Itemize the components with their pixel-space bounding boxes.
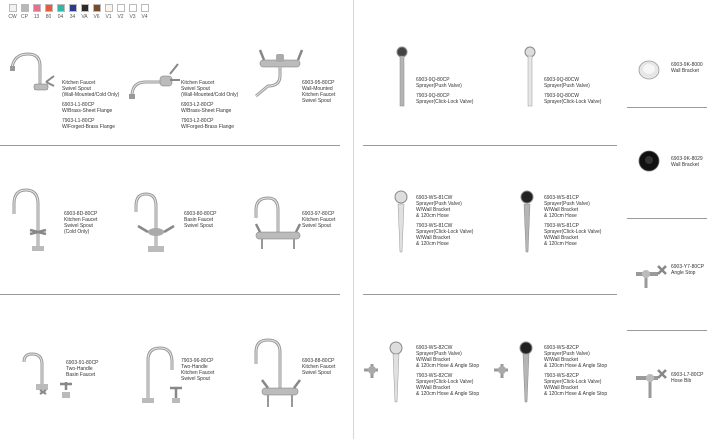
- swatch-chip: [45, 4, 53, 12]
- desc-line: & 120cm Hose: [416, 213, 449, 219]
- desc-line: Wall Bracket: [671, 68, 699, 74]
- desc-line: Sprayer(Push Valve): [544, 201, 590, 207]
- product-description-p7: [66, 360, 99, 378]
- swatch-chip: [93, 4, 101, 12]
- desc-line: W/Forged-Brass Flange: [62, 124, 116, 130]
- swatch-chip: [81, 4, 89, 12]
- swatch: [140, 4, 149, 20]
- desc-line: 7903-9Q-80CW: [544, 93, 580, 99]
- wall-bracket-black-image: [638, 150, 660, 172]
- product-description-s5: [416, 345, 479, 397]
- product-description-p9: [302, 358, 335, 376]
- desc-line: 6903-80-80CP: [184, 211, 217, 217]
- desc-line: Two-Handle: [181, 364, 208, 370]
- product-description-p1: [62, 80, 119, 130]
- desc-line: Wall-Mounted: [302, 86, 333, 92]
- swatch-code: V3: [129, 14, 136, 20]
- row-divider: [627, 107, 707, 108]
- desc-line: 6903-L2-80CP: [181, 102, 214, 108]
- swatch: [32, 4, 41, 20]
- desc-line: Swivel Spout: [184, 223, 213, 229]
- swatch-code: 80: [45, 14, 52, 20]
- product-description-s4: [544, 195, 601, 247]
- swatch: [8, 4, 17, 20]
- desc-line: 7903-WS-81CP: [544, 223, 580, 229]
- desc-line: 7903-96-80CP: [181, 358, 214, 364]
- desc-line: Sprayer(Push Valve): [544, 83, 590, 89]
- desc-line: Swivel Spout: [64, 223, 93, 229]
- sprayer-image: [396, 46, 408, 108]
- desc-line: 7903-9Q-80CP: [416, 93, 450, 99]
- swatch-chip: [21, 4, 29, 12]
- desc-line: Swivel Spout: [302, 223, 331, 229]
- desc-line: Hose Bib: [671, 378, 692, 384]
- desc-line: 6903-95-80CP: [302, 80, 335, 86]
- desc-line: (Cold Only): [64, 229, 90, 235]
- desc-line: W/Wall Bracket: [416, 357, 450, 363]
- desc-line: Sprayer(Push Valve): [416, 351, 462, 357]
- desc-line: W/Wall Bracket: [544, 207, 578, 213]
- desc-line: Angle Stop: [671, 270, 696, 276]
- wall-bracket-white-image: [638, 60, 660, 80]
- desc-line: & 120cm Hose & Angle Stop: [544, 363, 608, 369]
- desc-line: Kitchen Faucet: [302, 217, 336, 223]
- desc-line: & 120cm Hose & Angle Stop: [544, 391, 608, 397]
- basin-faucet-image: [128, 188, 184, 256]
- swatch-code: V4: [141, 14, 148, 20]
- desc-line: & 120cm Hose: [544, 241, 577, 247]
- row-divider: [627, 330, 707, 331]
- desc-line: Sprayer(Click-Lock Valve): [416, 379, 474, 385]
- desc-line: 6903-WS-82CP: [544, 345, 580, 351]
- desc-line: 7903-WS-81CW: [416, 223, 453, 229]
- swatch: [92, 4, 101, 20]
- desc-line: & 120cm Hose: [544, 213, 577, 219]
- swatch-code: 34: [69, 14, 76, 20]
- swatch-chip: [105, 4, 113, 12]
- desc-line: Basin Faucet: [184, 217, 214, 223]
- swatch-chip: [9, 4, 17, 12]
- desc-line: 6903-8D-80CP: [64, 211, 98, 217]
- swatch-code: CP: [21, 14, 28, 20]
- desc-line: Sprayer(Push Valve): [416, 83, 462, 89]
- desc-line: W/Brass-Sheet Flange: [181, 108, 232, 114]
- page-gutter-divider: [353, 0, 354, 439]
- product-description-a3: [671, 264, 704, 276]
- desc-line: Sprayer(Push Valve): [416, 201, 462, 207]
- swatch-code: V1: [105, 14, 112, 20]
- desc-line: Swivel Spout: [302, 370, 331, 376]
- desc-line: Basin Faucet: [66, 372, 96, 378]
- desc-line: Kitchen Faucet: [181, 370, 215, 376]
- swatch-code: V2: [117, 14, 124, 20]
- product-description-p6: [302, 211, 335, 229]
- desc-line: Sprayer(Click-Lock Valve): [416, 99, 474, 105]
- kitchen-faucet-image: [250, 334, 306, 414]
- wall-kitchen-faucet-image: [6, 44, 62, 94]
- desc-line: 6903-9Q-80CP: [416, 77, 450, 83]
- row-divider: [0, 145, 340, 146]
- kitchen-faucet-cold-image: [8, 184, 58, 256]
- desc-line: 7903-L2-80CP: [181, 118, 214, 124]
- swatch: [44, 4, 53, 20]
- hose-bib-image: [632, 366, 672, 404]
- desc-line: W/Wall Bracket: [544, 235, 578, 241]
- desc-line: 7903-L1-80CP: [62, 118, 95, 124]
- desc-line: 7903-WS-82CP: [544, 373, 580, 379]
- desc-line: Sprayer(Click-Lock Valve): [544, 99, 602, 105]
- desc-line: W/Wall Bracket: [544, 385, 578, 391]
- swatch: [80, 4, 89, 20]
- desc-line: Swivel Spout: [302, 98, 331, 104]
- product-description-s3: [416, 195, 473, 247]
- product-description-p3: [302, 80, 335, 104]
- desc-line: Kitchen Faucet: [62, 80, 96, 86]
- product-description-s1: [416, 77, 473, 105]
- desc-line: 6903-9K-8029: [671, 156, 703, 162]
- desc-line: Swivel Spout: [181, 376, 210, 382]
- desc-line: W/Wall Bracket: [416, 385, 450, 391]
- desc-line: W/Wall Bracket: [544, 357, 578, 363]
- desc-line: Kitchen Faucet: [302, 92, 336, 98]
- desc-line: Two-Handle: [66, 366, 93, 372]
- desc-line: 6903-97-80CP: [302, 211, 335, 217]
- angle-stop-image: [632, 258, 672, 290]
- desc-line: & 120cm Hose & Angle Stop: [416, 363, 480, 369]
- desc-line: Swivel Spout: [62, 86, 91, 92]
- swatch: [128, 4, 137, 20]
- swatch-chip: [117, 4, 125, 12]
- desc-line: Kitchen Faucet: [302, 364, 336, 370]
- swatch: [56, 4, 65, 20]
- sprayer-with-angle-stop-image: [360, 340, 406, 410]
- sprayer-with-bracket-image: [520, 190, 534, 256]
- kitchen-faucet-image: [248, 192, 304, 256]
- desc-line: & 120cm Hose: [416, 241, 449, 247]
- finish-swatch-legend: [8, 4, 149, 20]
- desc-line: Kitchen Faucet: [181, 80, 215, 86]
- desc-line: 6903-Y7-80CP: [671, 264, 705, 270]
- swatch-chip: [129, 4, 137, 12]
- wall-mounted-kitchen-faucet-image: [250, 40, 306, 104]
- product-description-s6: [544, 345, 607, 397]
- desc-line: W/Brass-Sheet Flange: [62, 108, 113, 114]
- two-handle-basin-faucet-image: [20, 350, 80, 406]
- wall-kitchen-faucet-image: [128, 50, 182, 102]
- sprayer-with-angle-stop-image: [490, 340, 536, 410]
- desc-line: 6903-L7-80CP: [671, 372, 704, 378]
- swatch-chip: [33, 4, 41, 12]
- product-description-a2: [671, 156, 703, 168]
- desc-line: 6903-WS-81CP: [544, 195, 580, 201]
- product-description-a1: [671, 62, 703, 74]
- desc-line: & 120cm Hose & Angle Stop: [416, 391, 480, 397]
- desc-line: Wall Bracket: [671, 162, 699, 168]
- desc-line: 6903-9K-8000: [671, 62, 703, 68]
- desc-line: Swivel Spout: [181, 86, 210, 92]
- desc-line: W/Forged-Brass Flange: [181, 124, 235, 130]
- desc-line: (Wall-Mounted/Cold Only): [181, 92, 239, 98]
- desc-line: 6903-WS-82CW: [416, 345, 453, 351]
- swatch: [68, 4, 77, 20]
- desc-line: Sprayer(Click-Lock Valve): [544, 229, 602, 235]
- swatch-code: 13: [33, 14, 40, 20]
- desc-line: 6903-WS-81CW: [416, 195, 453, 201]
- desc-line: Sprayer(Click-Lock Valve): [544, 379, 602, 385]
- product-description-p8: [181, 358, 214, 382]
- swatch-code: CW: [8, 14, 17, 20]
- desc-line: 6903-88-80CP: [302, 358, 335, 364]
- swatch-code: V6: [93, 14, 100, 20]
- product-description-p4: [64, 211, 97, 235]
- sprayer-image: [524, 46, 536, 108]
- desc-line: Kitchen Faucet: [64, 217, 98, 223]
- desc-line: 7903-WS-82CW: [416, 373, 453, 379]
- desc-line: (Wall-Mounted/Cold Only): [62, 92, 120, 98]
- desc-line: 6903-L1-80CP: [62, 102, 95, 108]
- product-description-s2: [544, 77, 601, 105]
- desc-line: Sprayer(Push Valve): [544, 351, 590, 357]
- product-description-p2: [181, 80, 238, 130]
- desc-line: W/Wall Bracket: [416, 207, 450, 213]
- row-divider: [363, 145, 617, 146]
- swatch: [20, 4, 29, 20]
- swatch-code: 04: [57, 14, 64, 20]
- desc-line: W/Wall Bracket: [416, 235, 450, 241]
- product-description-p5: [184, 211, 217, 229]
- row-divider: [0, 294, 340, 295]
- desc-line: 6903-91-80CP: [66, 360, 99, 366]
- row-divider: [627, 218, 707, 219]
- product-description-a4: [671, 372, 704, 384]
- row-divider: [363, 294, 617, 295]
- swatch-chip: [141, 4, 149, 12]
- swatch-code: VA: [81, 14, 88, 20]
- desc-line: Sprayer(Click-Lock Valve): [416, 229, 474, 235]
- swatch: [104, 4, 113, 20]
- swatch-chip: [57, 4, 65, 12]
- swatch-chip: [69, 4, 77, 12]
- sprayer-with-bracket-image: [394, 190, 408, 256]
- swatch: [116, 4, 125, 20]
- desc-line: 6903-9Q-80CW: [544, 77, 580, 83]
